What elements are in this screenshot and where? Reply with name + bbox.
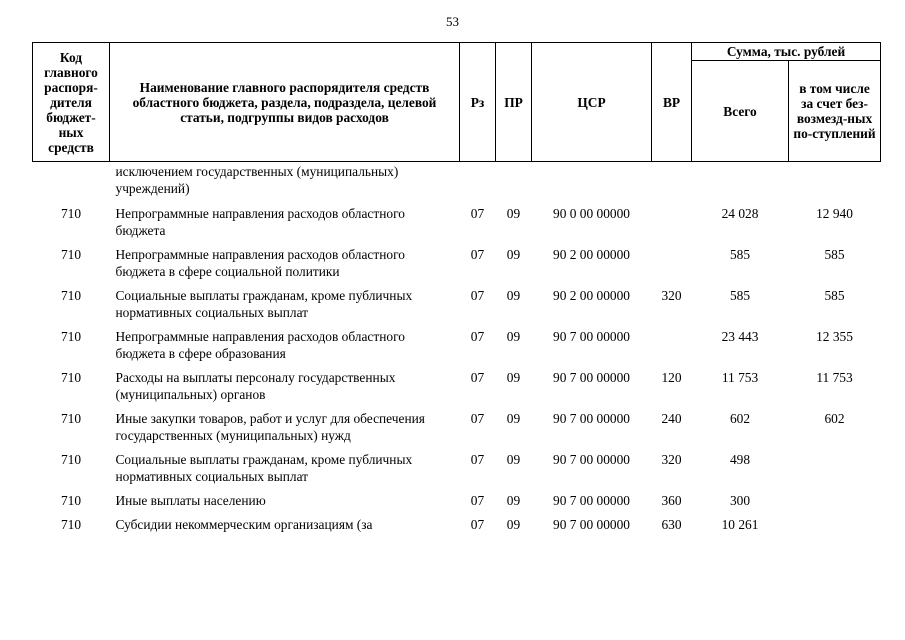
continuation-text: исключением государственных (муниципальных) учреждений) bbox=[115, 164, 399, 196]
header-sum-group: Сумма, тыс. рублей bbox=[692, 43, 881, 61]
cell-free bbox=[789, 449, 881, 490]
cell-vr: 320 bbox=[661, 452, 682, 467]
header-free: в том числе за счет без-возмезд-ных по-ступлений bbox=[789, 61, 881, 162]
cell-free: 602 bbox=[824, 411, 845, 426]
cell-vr: 320 bbox=[661, 288, 682, 303]
table-body bbox=[33, 162, 881, 539]
table-row bbox=[33, 490, 881, 514]
cell-csr: 90 2 00 00000 bbox=[553, 288, 630, 303]
cell-name: Социальные выплаты гражданам, кроме публичных нормативных социальных выплат bbox=[115, 452, 413, 484]
cell-pr: 09 bbox=[506, 452, 521, 467]
cell-code: 710 bbox=[60, 329, 82, 344]
cell-total: 498 bbox=[729, 452, 751, 467]
cell-csr: 90 2 00 00000 bbox=[553, 247, 630, 262]
cell-csr: 90 7 00 00000 bbox=[553, 493, 630, 508]
cell-pr: 09 bbox=[506, 517, 521, 532]
cell-free: 12 355 bbox=[816, 329, 853, 344]
cell-code: 710 bbox=[60, 517, 82, 532]
cell-csr: 90 0 00 00000 bbox=[553, 206, 630, 221]
cell-csr: 90 7 00 00000 bbox=[553, 411, 630, 426]
budget-table bbox=[32, 42, 881, 538]
cell-csr: 90 7 00 00000 bbox=[553, 370, 630, 385]
cell-total: 602 bbox=[729, 411, 751, 426]
cell-code: 710 bbox=[60, 206, 82, 221]
cell-code: 710 bbox=[60, 452, 82, 467]
header-rz: Рз bbox=[460, 43, 496, 162]
header-pr: ПР bbox=[496, 43, 532, 162]
cell-name: Социальные выплаты гражданам, кроме публичных нормативных социальных выплат bbox=[115, 288, 413, 320]
cell-vr bbox=[652, 244, 692, 285]
cell-name: Непрограммные направления расходов областного бюджета bbox=[115, 206, 405, 238]
cell-rz: 07 bbox=[470, 411, 485, 426]
cell-vr bbox=[652, 203, 692, 244]
header-csr: ЦСР bbox=[532, 43, 652, 162]
cell-vr bbox=[652, 326, 692, 367]
header-code: Код главного распоря-дителя бюджет-ных средств bbox=[33, 43, 110, 162]
cell-free: 585 bbox=[824, 247, 845, 262]
page-number: 53 bbox=[446, 14, 459, 29]
cell-pr: 09 bbox=[506, 288, 521, 303]
cell-rz: 07 bbox=[470, 517, 485, 532]
cell-name: Субсидии некоммерческим организациям (за bbox=[115, 517, 373, 532]
cell-name: Иные выплаты населению bbox=[115, 493, 266, 508]
cell-free bbox=[789, 490, 881, 514]
cell-code: 710 bbox=[60, 370, 82, 385]
cell-pr: 09 bbox=[506, 247, 521, 262]
header-vr: ВР bbox=[652, 43, 692, 162]
cell-total: 300 bbox=[729, 493, 751, 508]
cell-total: 23 443 bbox=[721, 329, 759, 344]
cell-csr: 90 7 00 00000 bbox=[553, 452, 630, 467]
cell-name: Непрограммные направления расходов областного бюджета в сфере образования bbox=[115, 329, 405, 361]
table-row bbox=[33, 326, 881, 367]
cell-free: 585 bbox=[824, 288, 845, 303]
cell-total: 585 bbox=[729, 247, 751, 262]
cell-total: 11 753 bbox=[721, 370, 759, 385]
cell-code: 710 bbox=[60, 493, 82, 508]
cell-pr: 09 bbox=[506, 206, 521, 221]
cell-vr: 240 bbox=[661, 411, 682, 426]
cell-rz: 07 bbox=[470, 206, 485, 221]
cell-vr: 360 bbox=[661, 493, 682, 508]
cell-pr: 09 bbox=[506, 370, 521, 385]
cell-code: 710 bbox=[60, 247, 82, 262]
cell-free bbox=[789, 514, 881, 538]
cell-free: 11 753 bbox=[816, 370, 853, 385]
cell-vr: 120 bbox=[661, 370, 682, 385]
table-row-continuation bbox=[33, 162, 881, 204]
cell-total: 585 bbox=[729, 288, 751, 303]
cell-code: 710 bbox=[60, 411, 82, 426]
cell-pr: 09 bbox=[506, 493, 521, 508]
cell-rz: 07 bbox=[470, 493, 485, 508]
cell-total: 24 028 bbox=[721, 206, 759, 221]
table-row bbox=[33, 449, 881, 490]
table-row bbox=[33, 408, 881, 449]
table-row bbox=[33, 285, 881, 326]
cell-pr: 09 bbox=[506, 329, 521, 344]
cell-name: Иные закупки товаров, работ и услуг для обеспечения государственных (муниципальных) нужд bbox=[115, 411, 425, 443]
table-row bbox=[33, 244, 881, 285]
cell-rz: 07 bbox=[470, 452, 485, 467]
cell-free: 12 940 bbox=[816, 206, 853, 221]
header-total: Всего bbox=[692, 61, 789, 162]
cell-rz: 07 bbox=[470, 370, 485, 385]
cell-csr: 90 7 00 00000 bbox=[553, 329, 630, 344]
cell-csr: 90 7 00 00000 bbox=[553, 517, 630, 532]
table-row bbox=[33, 514, 881, 538]
cell-code: 710 bbox=[60, 288, 82, 303]
cell-rz: 07 bbox=[470, 329, 485, 344]
cell-rz: 07 bbox=[470, 247, 485, 262]
cell-rz: 07 bbox=[470, 288, 485, 303]
cell-name: Расходы на выплаты персоналу государственных (муниципальных) органов bbox=[115, 370, 396, 402]
header-name: Наименование главного распорядителя средств областного бюджета, раздела, подраздела, целевой статьи, подгруппы видов расходов bbox=[110, 43, 460, 162]
table-header bbox=[33, 43, 881, 162]
table-row bbox=[33, 203, 881, 244]
cell-vr: 630 bbox=[661, 517, 682, 532]
cell-pr: 09 bbox=[506, 411, 521, 426]
cell-total: 10 261 bbox=[721, 517, 759, 532]
cell-name: Непрограммные направления расходов областного бюджета в сфере социальной политики bbox=[115, 247, 405, 279]
table-row bbox=[33, 367, 881, 408]
